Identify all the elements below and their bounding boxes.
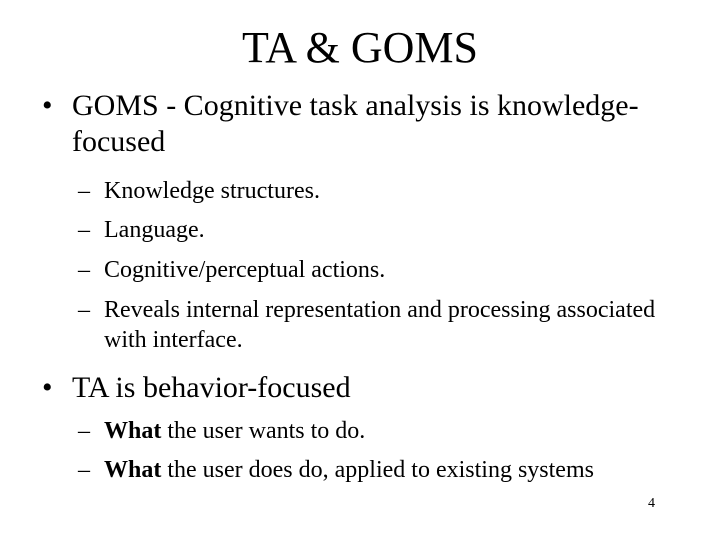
subitem-reveals-representation	[78, 295, 688, 355]
subitem-what-user-wants	[78, 416, 688, 446]
subitem-what-user-does	[78, 455, 688, 485]
bullet-ta	[42, 370, 682, 406]
subitem-bold: What	[104, 457, 162, 483]
page-number: 4	[648, 496, 655, 511]
subitem-text: Cognitive/perceptual actions.	[104, 257, 386, 283]
dash-symbol: –	[78, 457, 90, 483]
subitem-text: Reveals internal representation and processing associated with interface.	[104, 297, 656, 353]
bullet-text: GOMS - Cognitive task analysis is knowledge-focused	[72, 89, 639, 158]
subitem-text	[78, 416, 688, 446]
subitem-rest: the user wants to do.	[161, 418, 366, 444]
dash-symbol: –	[78, 257, 90, 283]
bullet-symbol: •	[42, 371, 53, 404]
bullet-goms	[42, 88, 682, 160]
subitem-knowledge-structures	[78, 176, 688, 206]
dash-symbol: –	[78, 217, 90, 243]
subitem-text	[78, 455, 688, 485]
subitem-text: Knowledge structures.	[104, 178, 320, 204]
dash-symbol: –	[78, 297, 90, 323]
subitem-rest: the user does do, applied to existing systems	[161, 457, 594, 483]
dash-symbol: –	[78, 418, 90, 444]
subitem-bold: What	[104, 418, 162, 444]
subitem-cognitive-actions	[78, 255, 688, 285]
slide-title: TA & GOMS	[241, 23, 479, 72]
bullet-text: TA is behavior-focused	[72, 371, 351, 404]
subitem-language	[78, 215, 688, 245]
bullet-symbol: •	[42, 89, 53, 122]
subitem-text: Language.	[104, 217, 205, 243]
dash-symbol: –	[78, 178, 90, 204]
